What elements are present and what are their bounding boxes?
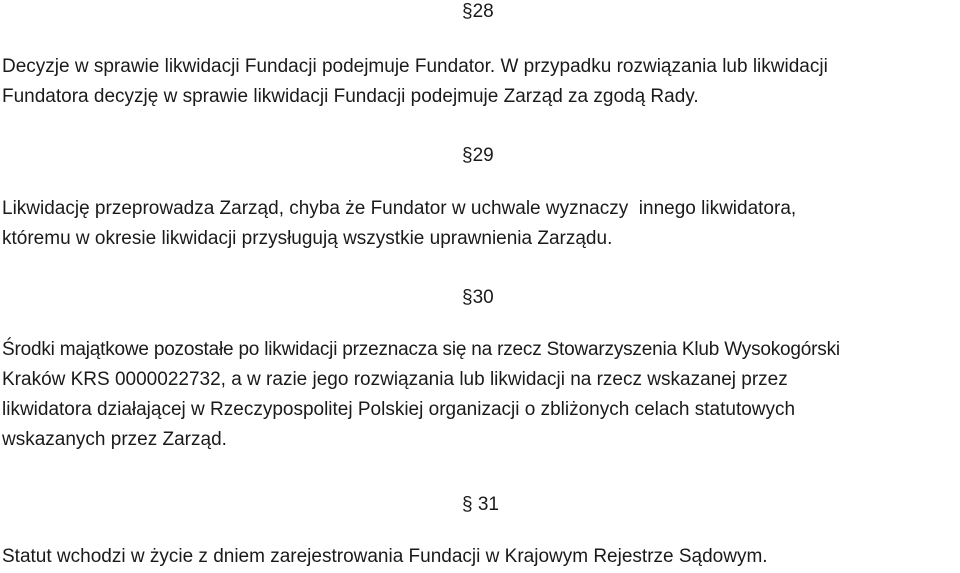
- section-28-paragraph: [2, 52, 958, 112]
- paragraph-line: Statut wchodzi w życie z dniem zarejestrowania Fundacji w Krajowym Rejestrze Sądowym.: [2, 546, 768, 567]
- section-29-paragraph: [2, 194, 958, 254]
- paragraph-line: Likwidację przeprowadza Zarząd, chyba że Fundator w uchwale wyznaczy innego likwidatora,: [2, 198, 797, 219]
- paragraph-line: Środki majątkowe pozostałe po likwidacji przeznacza się na rzecz Stowarzyszenia Klub Wysokogórski: [2, 339, 840, 360]
- paragraph-line: likwidatora działającej w Rzeczypospolitej Polskiej organizacji o zbliżonych celach statutowych: [2, 399, 796, 420]
- section-heading-30: §30: [462, 287, 494, 308]
- paragraph-line: Kraków KRS 0000022732, a w razie jego rozwiązania lub likwidacji na rzecz wskazanej przez: [2, 369, 788, 390]
- paragraph-line: Fundatora decyzję w sprawie likwidacji Fundacji podejmuje Zarząd za zgodą Rady.: [2, 86, 699, 107]
- section-31-paragraph: [2, 542, 958, 572]
- section-heading-29: §29: [462, 145, 494, 166]
- section-30-paragraph: [2, 335, 958, 455]
- section-heading-28: §28: [462, 1, 494, 22]
- paragraph-line: Decyzje w sprawie likwidacji Fundacji podejmuje Fundator. W przypadku rozwiązania lub likwidacji: [2, 56, 828, 77]
- section-heading-31: § 31: [462, 494, 499, 515]
- paragraph-line: wskazanych przez Zarząd.: [2, 429, 227, 450]
- paragraph-line: któremu w okresie likwidacji przysługują wszystkie uprawnienia Zarządu.: [2, 228, 613, 249]
